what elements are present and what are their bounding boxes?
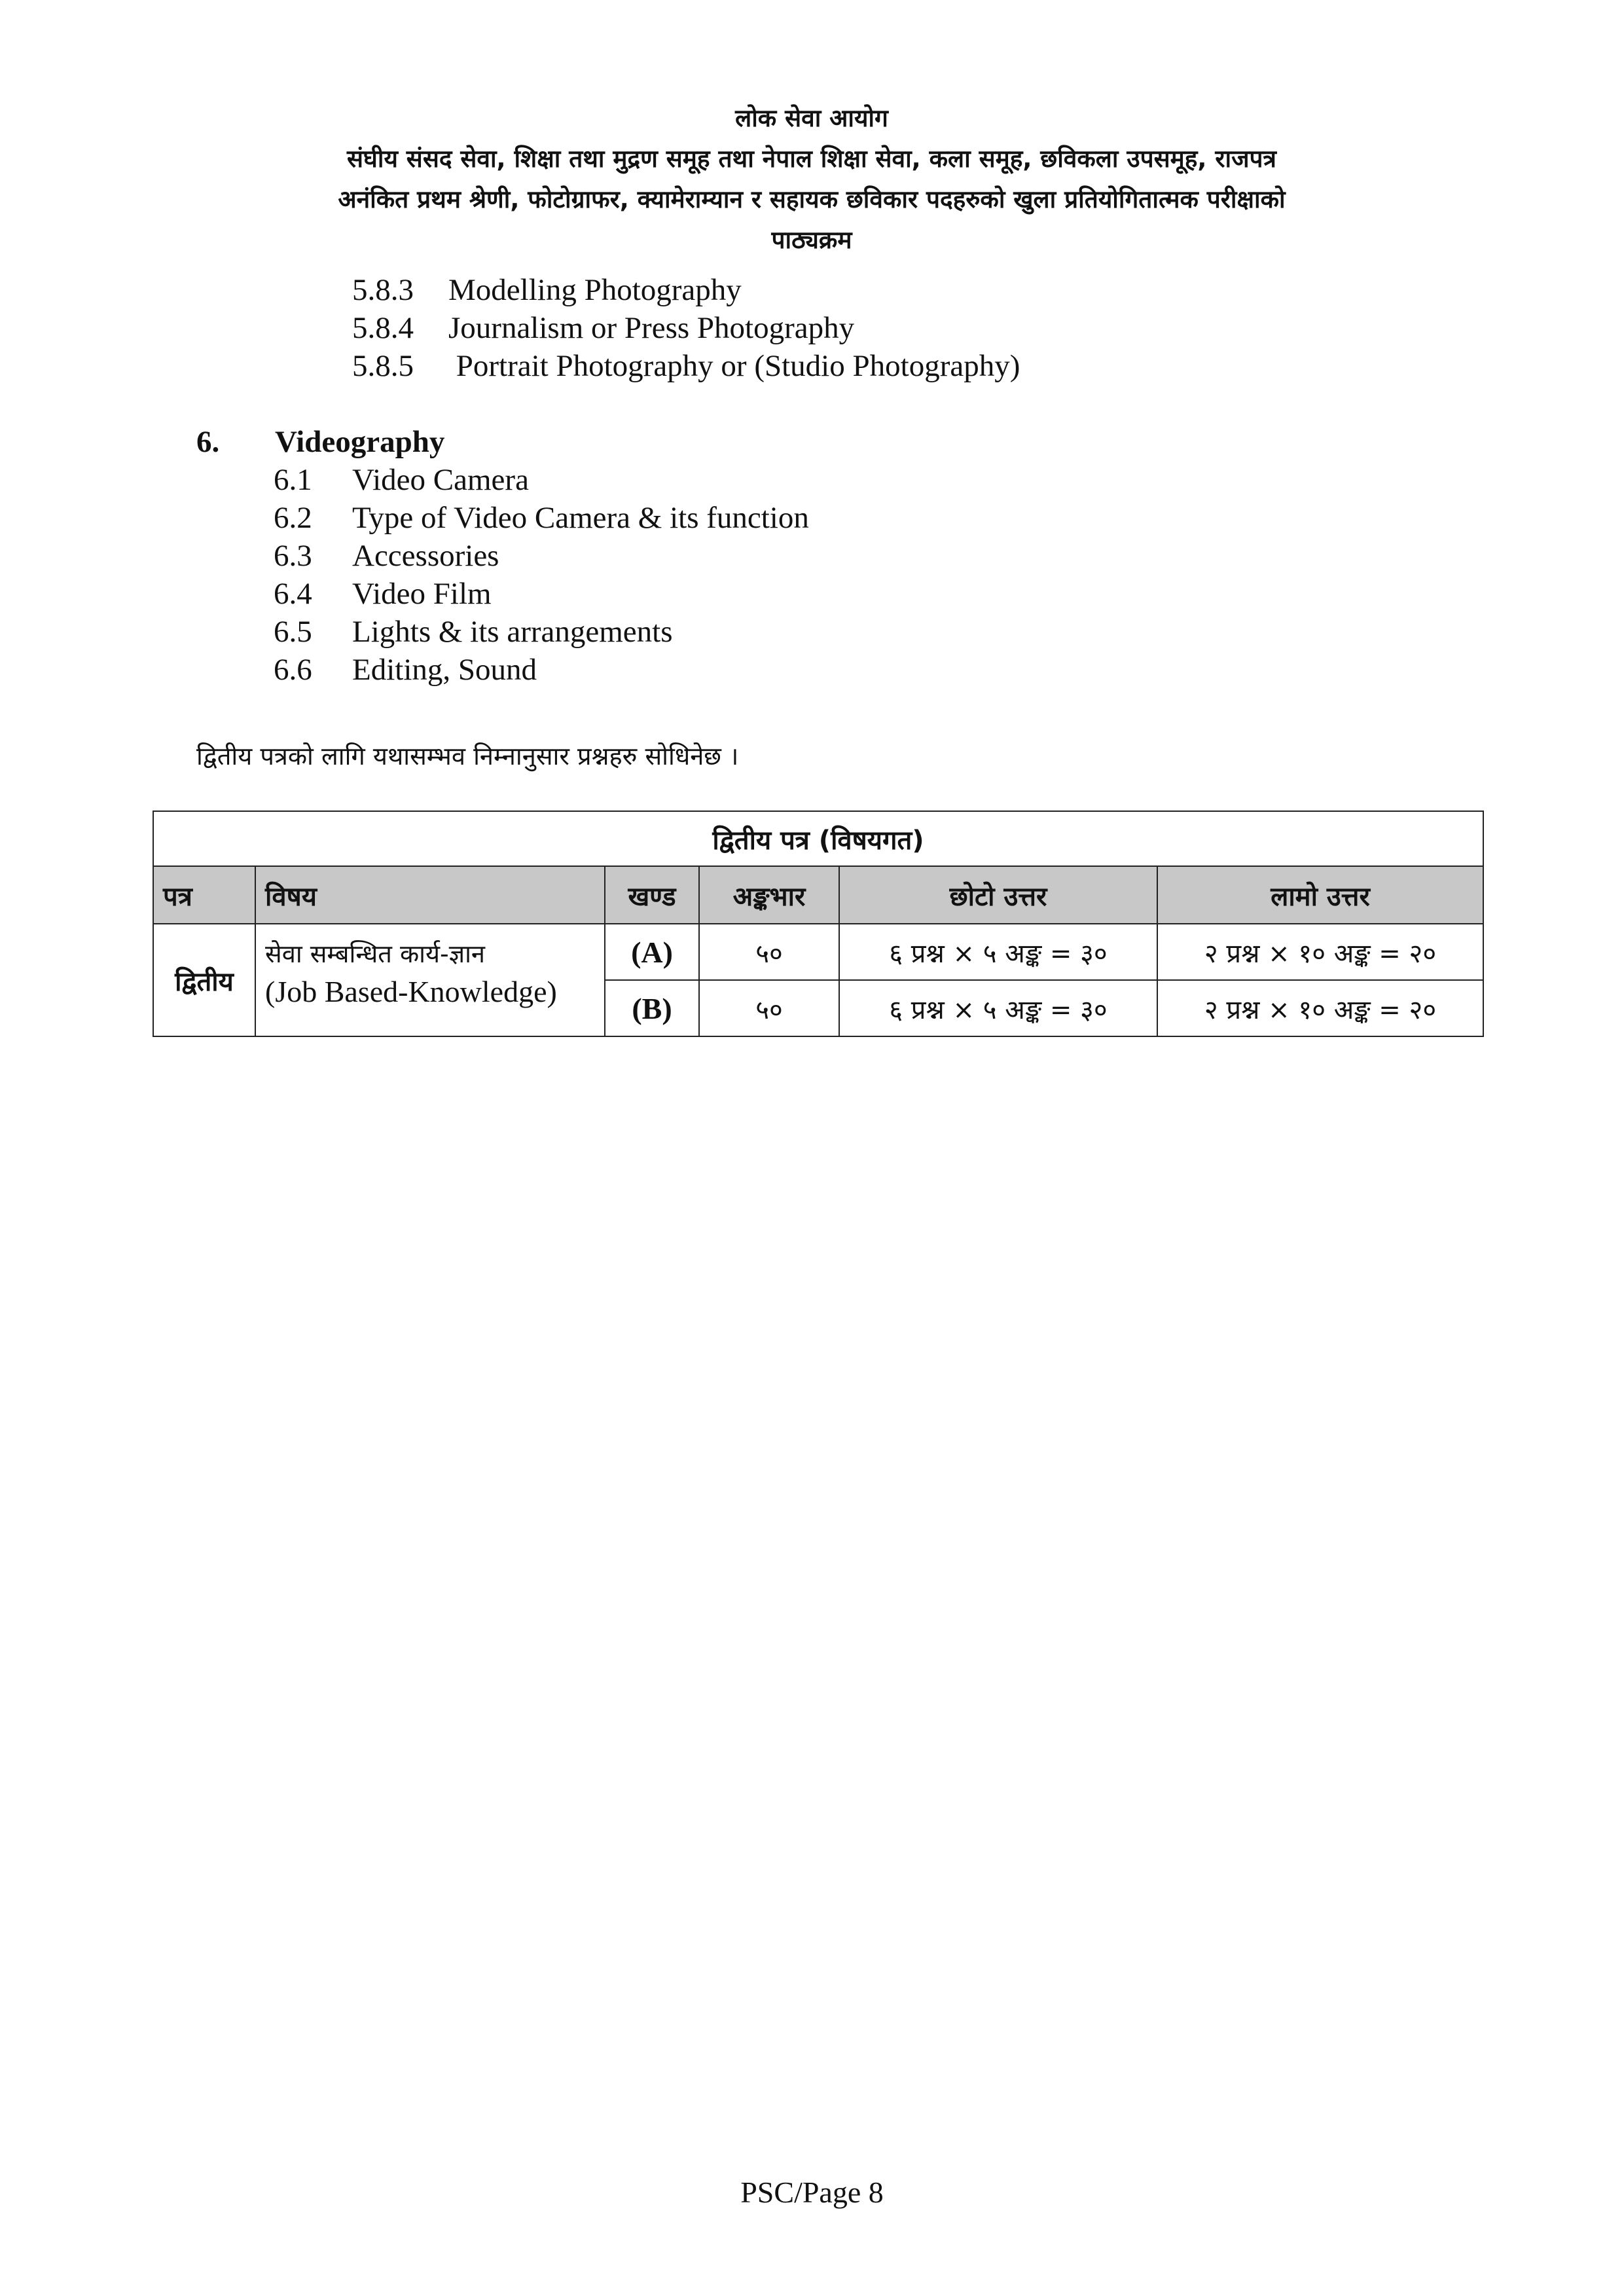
column-header: खण्ड (605, 866, 699, 924)
section-heading (196, 423, 445, 461)
marks-cell: ५० (699, 924, 839, 980)
item-number: 6.5 (274, 615, 312, 649)
section-cell: (B) (605, 980, 699, 1036)
item-number: 5.8.5 (352, 349, 414, 383)
list-item (352, 347, 1020, 385)
subject-cell (255, 924, 605, 1036)
column-header: छोटो उत्तर (839, 866, 1157, 924)
section-title: Videography (275, 425, 445, 459)
item-text: Lights & its arrangements (352, 615, 673, 649)
list-item (274, 613, 673, 651)
short-answer-cell: ६ प्रश्न × ५ अङ्क = ३० (839, 980, 1157, 1036)
column-header: अङ्कभार (699, 866, 839, 924)
item-number: 6.1 (274, 463, 312, 497)
item-text: Type of Video Camera & its function (352, 501, 809, 535)
list-item (274, 651, 537, 689)
item-text: Video Film (352, 577, 492, 611)
header-line-4: पाठ्यक्रम (771, 226, 852, 254)
table-row (153, 924, 1483, 980)
list-item (274, 537, 499, 575)
paper-cell: द्वितीय (153, 924, 255, 1036)
table-title-row (153, 811, 1483, 866)
page-footer: PSC/Page 8 (740, 2176, 884, 2209)
item-number: 5.8.3 (352, 273, 414, 307)
item-text: Journalism or Press Photography (448, 311, 855, 345)
item-number: 6.6 (274, 653, 312, 687)
subject-english: (Job Based-Knowledge) (265, 975, 557, 1008)
header-line-2: संघीय संसद सेवा, शिक्षा तथा मुद्रण समूह तथा नेपाल शिक्षा सेवा, कला समूह, छविकला उपसमूह, राजपत्र (347, 145, 1276, 173)
long-answer-cell: २ प्रश्न × १० अङ्क = २० (1157, 980, 1483, 1036)
long-answer-cell: २ प्रश्न × १० अङ्क = २० (1157, 924, 1483, 980)
header-line-3: अनंकित प्रथम श्रेणी, फोटोग्राफर, क्यामेराम्यान र सहायक छविकार पदहरुको खुला प्रतियोगितात्मक परीक्षाको (338, 185, 1286, 213)
item-text: Video Camera (352, 463, 529, 497)
subject-nepali: सेवा सम्बन्धित कार्य-ज्ञान (265, 939, 486, 968)
column-header: लामो उत्तर (1157, 866, 1483, 924)
item-number: 6.4 (274, 577, 312, 611)
column-header: पत्र (153, 866, 255, 924)
item-number: 6.3 (274, 539, 312, 573)
item-text: Portrait Photography or (Studio Photography) (448, 349, 1020, 383)
section-cell: (A) (605, 924, 699, 980)
short-answer-cell: ६ प्रश्न × ५ अङ्क = ३० (839, 924, 1157, 980)
section-number: 6. (196, 425, 220, 459)
list-item (352, 271, 742, 309)
item-number: 6.2 (274, 501, 312, 535)
exam-table (153, 811, 1484, 1037)
item-number: 5.8.4 (352, 311, 414, 345)
table-title: द्वितीय पत्र (विषयगत) (153, 811, 1483, 866)
exam-note: द्वितीय पत्रको लागि यथासम्भव निम्नानुसार प्रश्नहरु सोधिनेछ । (196, 742, 739, 771)
marks-cell: ५० (699, 980, 839, 1036)
item-text: Modelling Photography (448, 273, 742, 307)
list-item (274, 499, 809, 537)
item-text: Accessories (352, 539, 499, 573)
list-item (352, 309, 855, 347)
header-line-1: लोक सेवा आयोग (735, 104, 888, 132)
column-header: विषय (255, 866, 605, 924)
document-header (151, 98, 1473, 261)
item-text: Editing, Sound (352, 653, 537, 687)
table-header-row (153, 866, 1483, 924)
list-item (274, 461, 529, 499)
list-item (274, 575, 492, 613)
